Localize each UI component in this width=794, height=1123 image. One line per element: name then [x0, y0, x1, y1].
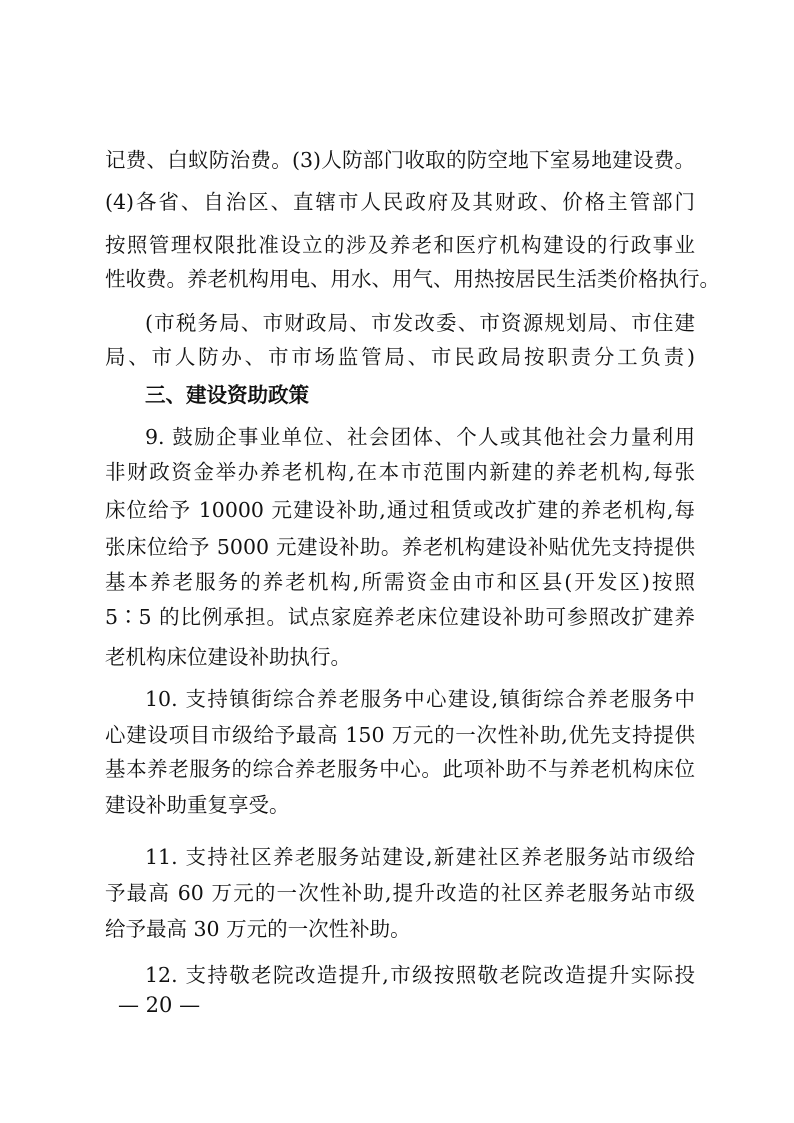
paragraph-line: 10. 支持镇街综合养老服务中心建设,镇街综合养老服务中 [145, 687, 695, 711]
paragraph-line: 张床位给予 5000 元建设补助。养老机构建设补贴优先支持提供 [105, 535, 695, 559]
section-heading: 三、建设资助政策 [145, 383, 309, 407]
paragraph-line: 予最高 60 万元的一次性补助,提升改造的社区养老服务站市级 [105, 881, 695, 905]
paragraph-line: 5∶5 的比例承担。试点家庭养老床位建设补助可参照改扩建养 [105, 605, 695, 629]
paragraph-line: 记费、白蚁防治费。(3)人防部门收取的防空地下室易地建设费。 [105, 148, 695, 172]
paragraph-line: 老机构床位建设补助执行。 [105, 645, 351, 669]
paragraph-line: (市税务局、市财政局、市发改委、市资源规划局、市住建 [145, 311, 695, 335]
paragraph-line: 给予最高 30 万元的一次性补助。 [105, 917, 411, 941]
paragraph-line: 床位给予 10000 元建设补助,通过租赁或改扩建的养老机构,每 [105, 498, 695, 522]
paragraph-line: 局、市人防办、市市场监管局、市民政局按职责分工负责) [105, 345, 695, 369]
paragraph-line: 基本养老服务的综合养老服务中心。此项补助不与养老机构床位 [105, 757, 695, 781]
paragraph-line: 非财政资金举办养老机构,在本市范围内新建的养老机构,每张 [105, 460, 695, 484]
page-number: — 20 — [118, 993, 201, 1017]
paragraph-line: 11. 支持社区养老服务站建设,新建社区养老服务站市级给 [145, 845, 695, 869]
paragraph-line: 性收费。养老机构用电、用水、用气、用热按居民生活类价格执行。 [105, 267, 720, 291]
paragraph-line: 心建设项目市级给予最高 150 万元的一次性补助,优先支持提供 [105, 723, 695, 747]
paragraph-line: 基本养老服务的养老机构,所需资金由市和区县(开发区)按照 [105, 570, 695, 594]
paragraph-line: (4)各省、自治区、直辖市人民政府及其财政、价格主管部门 [105, 190, 695, 214]
paragraph-line: 12. 支持敬老院改造提升,市级按照敬老院改造提升实际投 [145, 963, 695, 987]
paragraph-line: 9. 鼓励企事业单位、社会团体、个人或其他社会力量利用 [145, 425, 695, 449]
paragraph-line: 建设补助重复享受。 [105, 793, 290, 817]
paragraph-line: 按照管理权限批准设立的涉及养老和医疗机构建设的行政事业 [105, 233, 695, 257]
